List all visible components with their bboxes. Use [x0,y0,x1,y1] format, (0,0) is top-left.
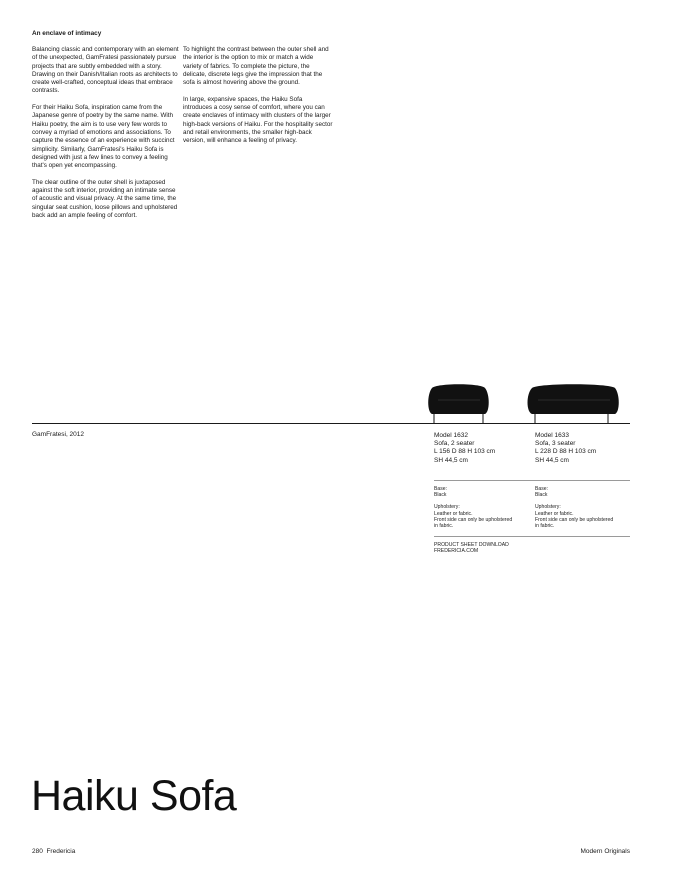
upholstery-note: in fabric. [535,523,555,530]
download-link[interactable]: FREDERICIA.COM [434,548,479,555]
text-column-1 [32,46,182,229]
text-column-2 [183,46,333,154]
upholstery-note: Front side can only be upholstered [434,516,513,523]
footer-section: Modern Originals [580,848,630,855]
sofa-2-seater-image [428,384,489,423]
model-seat-height: SH 44,5 cm [434,456,468,464]
paragraph: In large, expansive spaces, the Haiku Sofa introduces a cosy sense of comfort, where you can create enclaves of intimacy with clusters of the larger high-back versions of Haiku. For the hospitality sector and retail environments, the smaller high-back version, will enhance a feeling of privacy. [183,95,333,145]
model-dimensions: L 156 D 88 H 103 cm [434,448,496,456]
divider [434,536,630,537]
page-title: Haiku Sofa [31,772,237,820]
base-value: Black [434,492,447,499]
base-label: Base: [434,486,448,492]
upholstery-value: Leather or fabric. [535,510,574,517]
product-sheet-download[interactable] [434,542,509,554]
sofa-3-seater-image [528,384,619,423]
model-1632-materials [434,486,512,529]
sofa-illustrations [0,380,677,425]
base-value: Black [535,492,548,499]
upholstery-value: Leather or fabric. [434,510,473,517]
paragraph: The clear outline of the outer shell is juxtaposed against the soft interior, providing an intimate sense of acoustic and visual privacy. At the same time, the singular seat cushion, loose pillows and upholstered back add an ample feeling of comfort. [32,178,178,219]
model-type: Sofa, 3 seater [535,440,576,448]
model-seat-height: SH 44,5 cm [535,456,569,464]
divider [32,423,630,424]
model-number: Model 1633 [535,432,569,439]
download-label[interactable]: PRODUCT SHEET DOWNLOAD [434,542,509,548]
paragraph: For their Haiku Sofa, inspiration came from the Japanese genre of poetry by the same name. With Haiku poetry, the aim is to use very few words to convey a myriad of emotions and associations. To capture the essence of an experience with succinct simplicity. Similarly, GamFratesi's Haiku Sofa is designed with just a few lines to convey a feeling that's open yet encompassing. [32,104,175,170]
upholstery-note: Front side can only be upholstered [535,516,614,523]
model-dimensions: L 228 D 88 H 103 cm [535,448,597,456]
model-1633-specs [535,432,596,465]
footer-page-number: 280 Fredericia [32,848,76,855]
paragraph: To highlight the contrast between the outer shell and the interior is the option to mix or match a wide variety of fabrics. To complete the picture, the delicate, discrete legs give the impression that the sofa is almost hovering above the ground. [183,46,329,87]
section-heading: An enclave of intimacy [32,30,102,37]
model-number: Model 1632 [434,432,468,439]
model-1633-materials [535,486,613,529]
upholstery-note: in fabric. [434,523,454,530]
base-label: Base: [535,486,549,492]
model-type: Sofa, 2 seater [434,440,475,448]
designer-credit: GamFratesi, 2012 [32,431,85,438]
upholstery-label: Upholstery: [535,504,561,511]
paragraph: Balancing classic and contemporary with an element of the unexpected, GamFratesi passionately pursue projects that are subtly embedded with a story. Drawing on their Danish/Italian roots as architects to create well-crafted, conceptual ideas that embrace contrasts. [32,46,179,95]
upholstery-label: Upholstery: [434,504,460,511]
divider [434,480,630,481]
model-1632-specs [434,432,495,465]
